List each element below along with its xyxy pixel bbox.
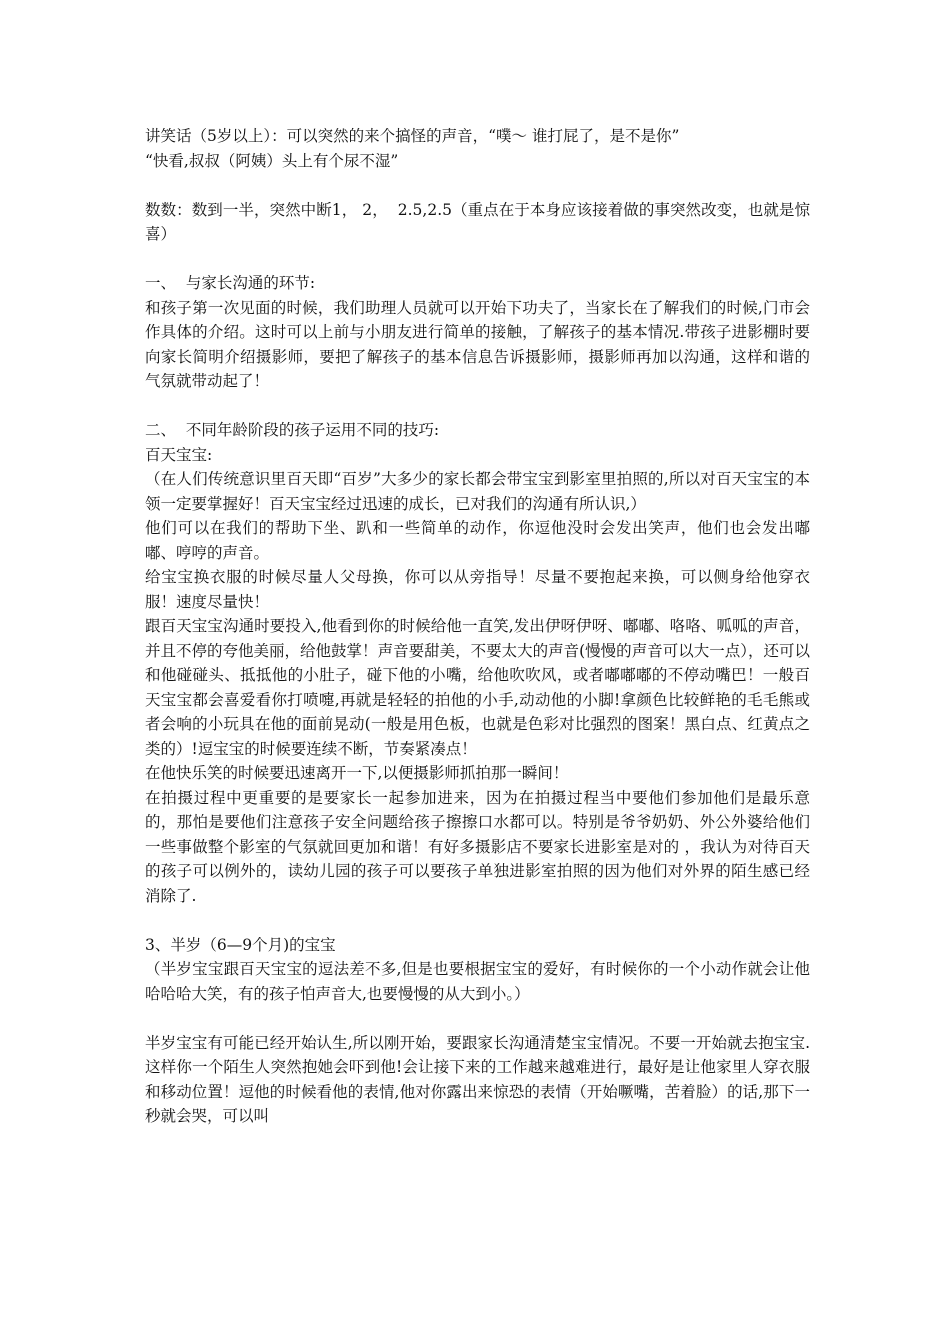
section-heading-3: 3、半岁（6—9个月)的宝宝 bbox=[145, 935, 336, 954]
paragraph-half-year-detail: 半岁宝宝有可能已经开始认生,所以刚开始，要跟家长沟通清楚宝宝情况。不要一开始就去抱宝宝.这样你一个陌生人突然抱她会吓到他!会让接下来的工作越来越难进行，最好是让他家里人穿衣服和移动位置！逗他的时候看他的表情,他对你露出来惊恐的表情（开始噘嘴，苦着脸）的话,那下一秒就会哭，可以叫 bbox=[145, 1033, 810, 1125]
subheading-100-days: 百天宝宝: bbox=[145, 445, 213, 464]
paragraph-100-days-intro: （在人们传统意识里百天即“百岁”大多少的家长都会带宝宝到影室里拍照的,所以对百天宝宝的本领一定要掌握好！百天宝宝经过迅速的成长，已对我们的沟通有所认识,） bbox=[145, 470, 810, 513]
paragraph-100-days-clothes: 给宝宝换衣服的时候尽量人父母换，你可以从旁指导！尽量不要抱起来换，可以侧身给他穿衣服！速度尽量快！ bbox=[145, 568, 810, 611]
document-body bbox=[145, 124, 810, 1129]
section-heading-1: 一、 与家长沟通的环节: bbox=[145, 274, 316, 292]
paragraph-joke: 讲笑话（5岁以上）：可以突然的来个搞怪的声音，“噗～ 谁打屁了，是不是你” bbox=[145, 127, 680, 145]
paragraph-joke-2: “快看,叔叔（阿姨）头上有个尿不湿” bbox=[145, 151, 399, 170]
paragraph-half-year-intro: （半岁宝宝跟百天宝宝的逗法差不多,但是也要根据宝宝的爱好，有时候你的一个小动作就会让他哈哈哈大笑，有的孩子怕声音大,也要慢慢的从大到小。） bbox=[145, 960, 810, 1003]
section-heading-2: 二、 不同年龄阶段的孩子运用不同的技巧: bbox=[145, 421, 440, 439]
paragraph-100-days-abilities: 他们可以在我们的帮助下坐、趴和一些简单的动作，你逗他没时会发出笑声，他们也会发出嘟嘟、哼哼的声音。 bbox=[145, 519, 810, 562]
paragraph-parents: 和孩子第一次见面的时候，我们助理人员就可以开始下功夫了，当家长在了解我们的时候,门市会作具体的介绍。这时可以上前与小朋友进行简单的接触，了解孩子的基本情况.带孩子进影棚时要向家长简明介绍摄影师，要把了解孩子的基本信息告诉摄影师，摄影师再加以沟通，这样和谐的气氛就带动起了！ bbox=[145, 298, 810, 390]
paragraph-100-days-communication: 跟百天宝宝沟通时要投入,他看到你的时候给他一直笑,发出伊呀伊呀、嘟嘟、咯咯、呱呱的声音，并且不停的夸他美丽，给他鼓掌！声音要甜美，不要太大的声音(慢慢的声音可以大一点），还可以和他碰碰头、抵抵他的小肚子，碰下他的小嘴，给他吹吹风，或者嘟嘟嘟的不停动嘴巴！一般百天宝宝都会喜爱看你打喷嚏,再就是轻轻的拍他的小手,动动他的小脚!拿颜色比较鲜艳的毛毛熊或者会响的小玩具在他的面前晃动(一般是用色板，也就是色彩对比强烈的图案！黑白点、红黄点之类的）!逗宝宝的时候要连续不断，节奏紧凑点！ bbox=[145, 617, 810, 758]
paragraph-counting: 数数：数到一半，突然中断1， 2， 2.5,2.5（重点在于本身应该接着做的事突然改变，也就是惊喜） bbox=[145, 200, 810, 243]
paragraph-100-days-capture: 在他快乐笑的时候要迅速离开一下,以便摄影师抓拍那一瞬间！ bbox=[145, 764, 569, 782]
paragraph-100-days-parents: 在拍摄过程中更重要的是要家长一起参加进来，因为在拍摄过程当中要他们参加他们是最乐意的，那怕是要他们注意孩子安全问题给孩子擦擦口水都可以。特别是爷爷奶奶、外公外婆给他们一些事做整个影室的气氛就回更加和谐！有好多摄影店不要家长进影室是对的 ，我认为对待百天的孩子可以例外的，读幼儿园的孩子可以要孩子单独进影室拍照的因为他们对外界的陌生感已经消除了. bbox=[145, 788, 810, 905]
